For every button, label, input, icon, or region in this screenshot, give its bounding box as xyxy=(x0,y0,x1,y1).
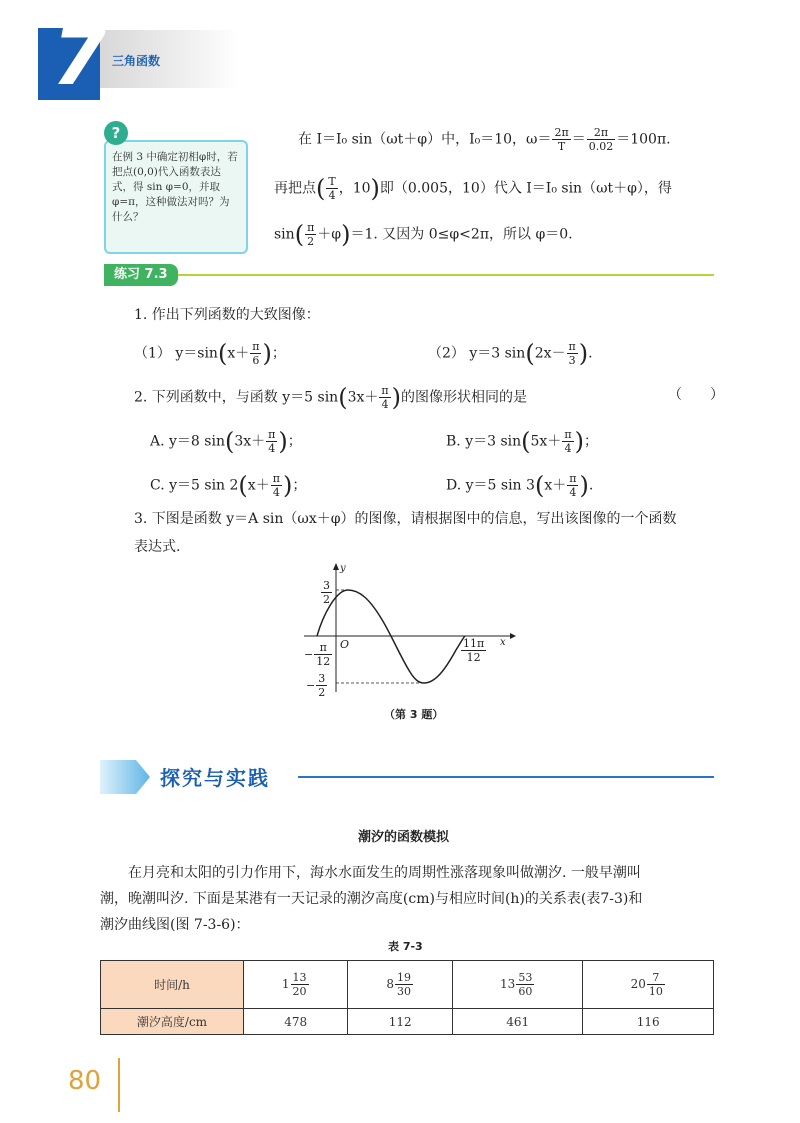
page-rule xyxy=(118,1058,120,1112)
exercise-header: 练习 7.3 xyxy=(104,264,178,286)
option-b[interactable]: B. y＝3 sin(5x＋ $\frac{\pi}{4}$ )； xyxy=(446,427,598,456)
section-subtitle: 潮汐的函数模拟 xyxy=(358,830,450,845)
option-a[interactable]: A. y＝8 sin(3x＋ $\frac{\pi}{4}$ )； xyxy=(150,427,302,456)
height-cell: 116 xyxy=(583,1009,714,1035)
solution-line-1: 在 I＝I₀ sin（ωt＋φ）中，I₀＝10，ω＝ $\frac{2\pi}{T}$ ＝ $\frac{2\pi}{0.02}$ ＝100π. xyxy=(298,126,671,153)
explore-rule xyxy=(298,776,714,778)
table-row xyxy=(101,1009,714,1035)
exercise-rule xyxy=(178,274,714,276)
explore-title: 探究与实践 xyxy=(160,766,270,790)
solution-line-2: 再把点( $\frac{T}{4}$ ，10)即（0.005，10）代入 I＝I₀ sin（ωt＋φ），得 xyxy=(274,174,672,203)
table-title: 表 7-3 xyxy=(388,940,423,953)
note-text: 在例 3 中确定初相φ时，若把点(0,0)代入函数表达式，得 sin φ=0，并取φ=π，这种做法对吗？为什么？ xyxy=(112,151,238,223)
option-c[interactable]: C. y＝5 sin 2(x＋ $\frac{\pi}{4}$ )； xyxy=(150,471,307,500)
paragraph-line-1: 在月亮和太阳的引力作用下，海水水面发生的周期性涨落现象叫做潮汐. 一般早潮叫 xyxy=(128,865,641,881)
answer-paren: （ ） xyxy=(668,387,724,403)
time-cell: 8 $\frac{19}{30}$ xyxy=(348,961,452,1009)
question-3-line-2: 表达式. xyxy=(134,539,181,555)
option-d[interactable]: D. y＝5 sin 3(x＋ $\frac{\pi}{4}$ ). xyxy=(446,471,594,500)
question-1-part-2: （2） y＝3 sin(2x－ $\frac{\pi}{3}$ ). xyxy=(428,339,593,368)
time-cell: 13 $\frac{53}{60}$ xyxy=(452,961,583,1009)
table-row xyxy=(101,961,714,1009)
height-cell: 112 xyxy=(348,1009,452,1035)
y-axis-label: y xyxy=(340,563,346,574)
question-1: 1. 作出下列函数的大致图像： xyxy=(134,307,320,323)
height-cell: 461 xyxy=(452,1009,583,1035)
height-header: 潮汐高度/cm xyxy=(101,1009,244,1035)
origin-label: O xyxy=(340,638,350,651)
x-axis-arrow xyxy=(510,633,516,639)
height-cell: 478 xyxy=(244,1009,348,1035)
question-icon: ? xyxy=(104,121,128,145)
time-cell: 20 $\frac{7}{10}$ xyxy=(583,961,714,1009)
question-1-part-1: （1） y＝sin(x＋ $\frac{\pi}{6}$ )； xyxy=(134,339,286,368)
figure-caption: （第 3 题） xyxy=(384,708,444,721)
question-2: 2. 下列函数中，与函数 y＝5 sin(3x＋ $\frac{\pi}{4}$ )的图像形状相同的是 xyxy=(134,383,527,412)
solution-line-3: sin( $\frac{\pi}{2}$ ＋φ)＝1. 又因为 0≤φ<2π，所以 φ＝0. xyxy=(274,220,573,249)
y-axis-arrow xyxy=(333,563,339,570)
arrow-icon xyxy=(100,760,150,794)
tide-table xyxy=(100,960,714,1035)
x-axis-label: x xyxy=(500,637,506,648)
paragraph-line-2: 潮，晚潮叫汐. 下面是某港有一天记录的潮汐高度(cm)与相应时间(h)的关系表(表7-3)和 xyxy=(100,891,643,907)
y-min-label: − $\frac{3}{2}$ xyxy=(306,672,326,699)
page-number: 80 xyxy=(68,1066,102,1096)
time-header: 时间/h xyxy=(101,961,244,1009)
question-3: 3. 下图是函数 y＝A sin（ωx＋φ）的图像，请根据图中的信息，写出该图像的一个函数 xyxy=(134,511,677,527)
time-cell: 1 $\frac{13}{20}$ xyxy=(244,961,348,1009)
chapter-title: 三角函数 xyxy=(112,54,161,68)
chapter-number: 7 xyxy=(52,13,107,103)
y-max-label: $\frac{3}{2}$ xyxy=(323,579,330,606)
x-left-label: − $\frac{\pi}{12}$ xyxy=(304,641,331,668)
paragraph-line-3: 潮汐曲线图(图 7-3-6)： xyxy=(100,917,250,933)
x-right-label: $\frac{11\pi}{12}$ xyxy=(463,637,485,664)
